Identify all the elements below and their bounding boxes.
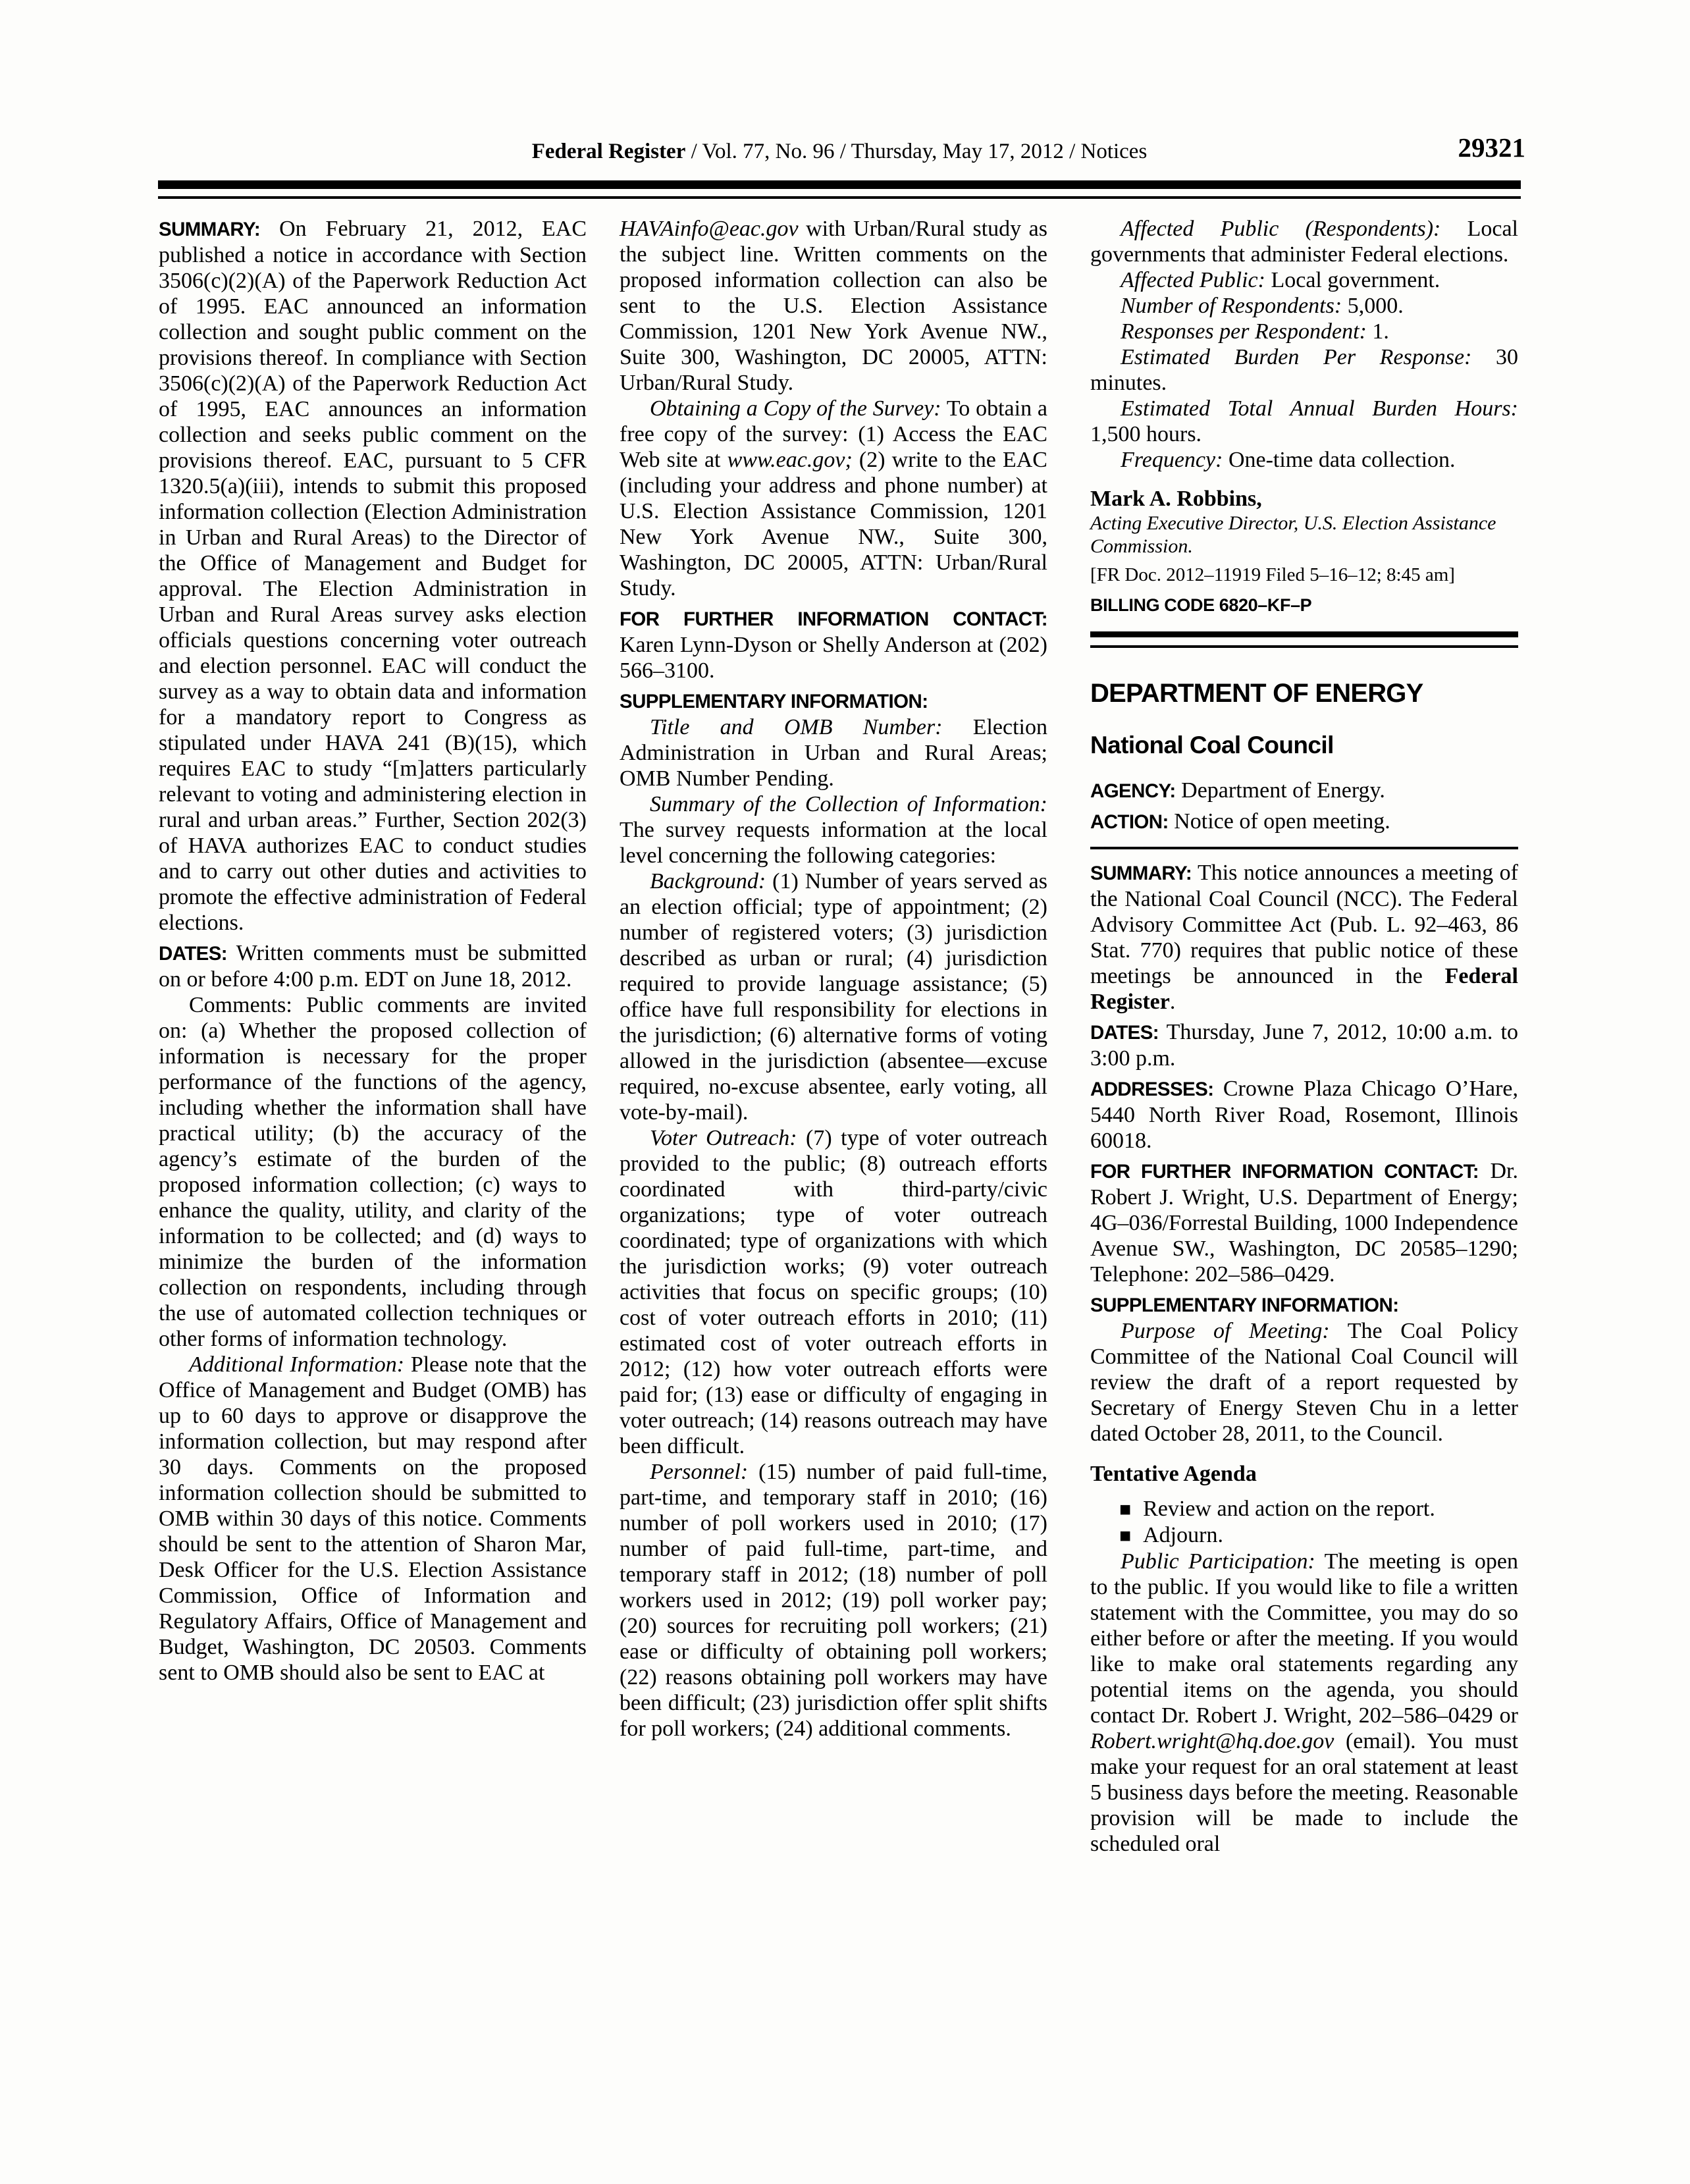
voter-outreach-text: (7) type of voter outreach provided to the public; (8) outreach efforts coordinated with third-party/civic organizations; type of voter outreach coordinated; type of organizations with which the jurisdiction works; (9) voter outreach activities that focus on specific groups; (10) cost of voter outreach efforts in 2010; (11) estimated cost of voter outreach efforts in 2012; (12) how voter outreach efforts were paid for; (13) ease or difficulty of engaging in voter outreach; (14) reasons outreach may have been difficult. [620, 1126, 1047, 1458]
action-paragraph [1090, 809, 1518, 835]
bullet-square-icon: ■ [1119, 1525, 1132, 1547]
affected-public-respondents-text: Local governments that administer Federal elections. [1090, 217, 1518, 267]
frequency-lead: Frequency: [1121, 448, 1223, 472]
number-respondents-paragraph [1090, 293, 1518, 319]
separator-bar-thick [1090, 631, 1518, 637]
header-rule-thin [158, 196, 1521, 199]
header-rule-thick [158, 180, 1521, 189]
fr-doc-line: [FR Doc. 2012–11919 Filed 5–16–12; 8:45 am] [1090, 564, 1455, 585]
tentative-agenda-heading: Tentative Agenda [1090, 1462, 1257, 1486]
title-omb-paragraph [620, 714, 1047, 791]
section-separator [1090, 631, 1518, 648]
doe-summary-label: SUMMARY: [1090, 863, 1192, 884]
total-annual-burden-text: 1,500 hours. [1090, 422, 1202, 446]
voter-outreach-lead: Voter Outreach: [650, 1126, 797, 1150]
personnel-text: (15) number of paid full-time, part-time, and temporary staff in 2010; (16) number of poll workers used in 2010; (17) number of paid full-time, part-time, and temporary staff in 2012; (18) number of poll workers used in 2012; (19) poll worker pay; (20) sources for recruiting poll workers; (21) ease or difficulty of obtaining poll workers; (22) reasons obtaining poll workers may have been difficult; (23) jurisdiction offer split shifts for poll workers; (24) additional comments. [620, 1460, 1047, 1741]
background-lead: Background: [650, 869, 766, 893]
bullet-square-icon: ■ [1119, 1499, 1132, 1520]
contact-email-text: Robert.wright@hq.doe.gov [1090, 1729, 1334, 1753]
agency-label: AGENCY: [1090, 780, 1176, 802]
signature-title: Acting Executive Director, U.S. Election Assistance Commission. [1090, 512, 1496, 557]
doe-further-information-label: FOR FURTHER INFORMATION CONTACT: [1090, 1161, 1479, 1183]
comments-paragraph [159, 992, 587, 1352]
separator-bar-thin [1090, 645, 1518, 648]
website-text: www.eac.gov; [727, 448, 853, 472]
action-label: ACTION: [1090, 811, 1169, 833]
affected-public-text: Local government. [1265, 268, 1440, 292]
dates-paragraph [159, 940, 587, 992]
public-participation-paragraph [1090, 1549, 1518, 1857]
frequency-paragraph [1090, 447, 1518, 473]
additional-information-lead: Additional Information: [189, 1352, 405, 1377]
affected-public-respondents-lead: Affected Public (Respondents): [1121, 217, 1441, 241]
purpose-of-meeting-text: The Coal Policy Committee of the National Coal Council will review the draft of a report requested by Secretary of Energy Steven Chu in a letter dated October 28, 2011, to the Council. [1090, 1319, 1518, 1446]
doe-summary-text-1: This notice announces a meeting of the National Coal Council (NCC). The Federal Advisory Committee Act (Pub. L. 92–463, 86 Stat. 770) requires that public notice of these meetings be announced in the [1090, 861, 1518, 988]
responses-per-respondent-text: 1. [1366, 319, 1389, 344]
doe-summary-paragraph [1090, 860, 1518, 1015]
doe-addresses-text: Crowne Plaza Chicago O’Hare, 5440 North River Road, Rosemont, Illinois 60018. [1090, 1077, 1518, 1153]
agenda-item-review [1090, 1496, 1518, 1522]
estimated-burden-lead: Estimated Burden Per Response: [1121, 345, 1472, 369]
public-participation-text-1: The meeting is open to the public. If you would like to file a written statement with the Committee, you may do so either before or after the meeting. If you would like to make oral statements regarding any potential items on the agenda, you should contact Dr. Robert J. Wright, 202–586–0429 or [1090, 1549, 1518, 1728]
affected-public-respondents-paragraph [1090, 216, 1518, 267]
journal-title: Federal Register [531, 140, 686, 163]
column-3 [1090, 216, 1518, 1857]
further-information-text: Karen Lynn-Dyson or Shelly Anderson at (202) 566–3100. [620, 633, 1047, 683]
collection-summary-paragraph [620, 791, 1047, 868]
doe-supplementary-information-label: SUPPLEMENTARY INFORMATION: [1090, 1294, 1399, 1316]
agenda-item-review-text: Review and action on the report. [1143, 1497, 1435, 1521]
doe-dates-text: Thursday, June 7, 2012, 10:00 a.m. to 3:00 p.m. [1090, 1020, 1518, 1071]
continuation-text: with Urban/Rural study as the subject line. Written comments on the proposed information collection can also be sent to the U.S. Election Assistance Commission, 1201 New York Avenue NW., Suite 300, Washington, DC 20005, ATTN: Urban/Rural Study. [620, 217, 1047, 395]
affected-public-paragraph [1090, 267, 1518, 293]
further-information-label: FOR FURTHER INFORMATION CONTACT: [620, 608, 1047, 630]
doe-supplementary-information-heading [1090, 1292, 1518, 1318]
obtaining-copy-text-2: (2) write to the EAC (including your address and phone number) at U.S. Election Assistance Commission, 1201 New York Avenue NW., Suite 300, Washington, DC 20005, ATTN: Urban/Rural Study. [620, 448, 1047, 600]
number-respondents-text: 5,000. [1342, 294, 1404, 318]
page-number: 29321 [1458, 132, 1525, 163]
total-annual-burden-lead: Estimated Total Annual Burden Hours: [1121, 396, 1518, 421]
agency-paragraph [1090, 778, 1518, 804]
purpose-of-meeting-paragraph [1090, 1318, 1518, 1447]
doe-dates-paragraph [1090, 1019, 1518, 1071]
supplementary-information-label: SUPPLEMENTARY INFORMATION: [620, 691, 928, 712]
agenda-item-adjourn [1090, 1522, 1518, 1549]
issue-info: / Vol. 77, No. 96 / Thursday, May 17, 2012 / Notices [685, 140, 1148, 163]
personnel-lead: Personnel: [650, 1460, 749, 1484]
comments-text: Comments: Public comments are invited on: (a) Whether the proposed collection of information is necessary for the proper performance of the functions of the agency, including whether the information shall have practical utility; (b) the accuracy of the agency’s estimate of the burden of the proposed information collection; (c) ways to enhance the quality, utility, and clarity of the information to be collected; and (d) ways to minimize the burden of the information collection on respondents, including through the use of automated collection techniques or other forms of information technology. [159, 993, 587, 1351]
billing-code: BILLING CODE 6820–KF–P [1090, 595, 1312, 615]
email-address-text: HAVAinfo@eac.gov [620, 217, 799, 241]
obtaining-copy-text-1: To obtain a free copy of the survey: (1) Access the EAC Web site at [620, 396, 1047, 472]
responses-per-respondent-lead: Responses per Respondent: [1121, 319, 1367, 344]
collection-summary-lead: Summary of the Collection of Information: [650, 792, 1047, 816]
action-text: Notice of open meeting. [1168, 809, 1390, 834]
additional-information-paragraph [159, 1352, 587, 1686]
obtaining-copy-paragraph [620, 396, 1047, 601]
public-participation-lead: Public Participation: [1121, 1549, 1315, 1574]
title-omb-lead: Title and OMB Number: [650, 715, 943, 739]
doe-further-information-text: Dr. Robert J. Wright, U.S. Department of Energy; 4G–036/Forrestal Building, 1000 Independence Avenue SW., Washington, DC 20585–1290; Telephone: 202–586–0429. [1090, 1159, 1518, 1287]
number-respondents-lead: Number of Respondents: [1121, 294, 1342, 318]
voter-outreach-paragraph [620, 1125, 1047, 1459]
column-rule [1090, 847, 1518, 849]
column-1 [159, 216, 587, 1686]
dates-label: DATES: [159, 943, 228, 965]
obtaining-copy-lead: Obtaining a Copy of the Survey: [650, 396, 941, 421]
agency-text: Department of Energy. [1175, 778, 1385, 803]
agenda-item-adjourn-text: Adjourn. [1143, 1523, 1223, 1547]
estimated-burden-text: 30 minutes. [1090, 345, 1519, 395]
estimated-burden-paragraph [1090, 344, 1518, 396]
doe-dates-label: DATES: [1090, 1022, 1159, 1044]
bureau-heading: National Coal Council [1090, 732, 1334, 759]
personnel-paragraph [620, 1459, 1047, 1742]
doe-summary-text-2: . [1169, 990, 1176, 1014]
signature-name: Mark A. Robbins, [1090, 487, 1262, 511]
supplementary-information-heading [620, 688, 1047, 714]
summary-paragraph [159, 216, 587, 936]
doe-further-information-paragraph [1090, 1158, 1518, 1287]
responses-per-respondent-paragraph [1090, 319, 1518, 344]
total-annual-burden-paragraph [1090, 396, 1518, 447]
doe-addresses-label: ADDRESSES: [1090, 1079, 1214, 1100]
frequency-text: One-time data collection. [1223, 448, 1456, 472]
doe-addresses-paragraph [1090, 1076, 1518, 1154]
title-omb-text: Election Administration in Urban and Rural Areas; OMB Number Pending. [620, 715, 1047, 791]
continuation-paragraph [620, 216, 1047, 396]
column-2 [620, 216, 1047, 1742]
dates-text: Written comments must be submitted on or before 4:00 p.m. EDT on June 18, 2012. [159, 941, 587, 992]
summary-label: SUMMARY: [159, 219, 261, 240]
affected-public-lead: Affected Public: [1121, 268, 1265, 292]
further-information-paragraph [620, 606, 1047, 683]
public-participation-text-2: (email). You must make your request for an oral statement at least 5 business days before the meeting. Reasonable provision will be made to include the scheduled oral [1090, 1729, 1518, 1856]
summary-text: On February 21, 2012, EAC published a notice in accordance with Section 3506(c)(2)(A) of the Paperwork Reduction Act of 1995. EAC announced an information collection and sought public comment on the provisions thereof. In compliance with Section 3506(c)(2)(A) of the Paperwork Reduction Act of 1995, EAC announces an information collection and seeks public comment on the provisions thereof. EAC, pursuant to 5 CFR 1320.5(a)(iii), intends to submit this proposed information collection (Election Administration in Urban and Rural Areas) to the Director of the Office of Management and Budget for approval. The Election Administration in Urban and Rural Areas survey asks election officials questions concerning voter outreach and election personnel. EAC will conduct the survey as a way to obtain data and information for a mandatory report to Congress as stipulated under HAVA 241 (B)(15), which requires EAC to study “[m]atters particularly relevant to voting and administering election in rural and urban areas.” Further, Section 202(3) of HAVA authorizes EAC to conduct studies and to carry out other duties and activities to promote the effective administration of Federal elections. [159, 217, 587, 935]
collection-summary-text: The survey requests information at the local level concerning the following categories: [620, 818, 1047, 868]
running-head [158, 138, 1521, 165]
background-text: (1) Number of years served as an election official; type of appointment; (2) number of registered voters; (3) jurisdiction described as urban or rural; (4) jurisdiction required to provide language assistance; (5) office have full responsibility for elections in the jurisdiction; (6) alternative forms of voting allowed in the jurisdiction (absentee—excuse required, no-excuse absentee, early voting, all vote-by-mail). [620, 869, 1047, 1125]
background-paragraph [620, 868, 1047, 1125]
purpose-of-meeting-lead: Purpose of Meeting: [1121, 1319, 1330, 1343]
federal-register-bold: Federal Register [1090, 964, 1518, 1014]
department-heading: DEPARTMENT OF ENERGY [1090, 679, 1423, 708]
additional-information-text: Please note that the Office of Management and Budget (OMB) has up to 60 days to approve or disapprove the information collection, but may respond after 30 days. Comments on the proposed information collection should be submitted to OMB within 30 days of this notice. Comments should be sent to the attention of Sharon Mar, Desk Officer for the U.S. Election Assistance Commission, Office of Information and Regulatory Affairs, Office of Management and Budget, Washington, DC 20503. Comments sent to OMB should also be sent to EAC at [159, 1352, 587, 1685]
